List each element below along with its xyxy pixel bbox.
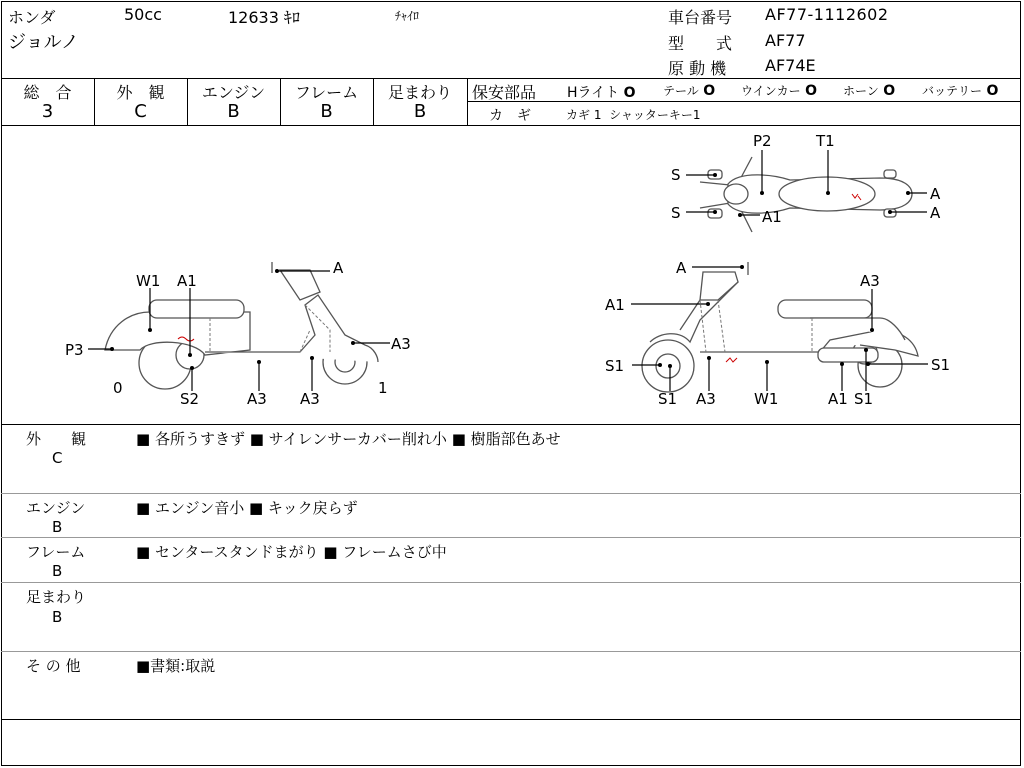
grade-label-overall: 総 合: [23, 83, 72, 102]
remarks-text: ■ センタースタンドまがり ■ フレームさび中: [136, 543, 447, 561]
safety-item-battery: バッテリー O: [922, 83, 999, 99]
top-view-scooter: [700, 157, 912, 232]
model-name: ジョルノ: [8, 32, 79, 53]
label-right-s1-right: S1: [931, 356, 951, 374]
engine-value: AF74E: [765, 56, 816, 75]
grade-label-frame: フレーム: [294, 83, 359, 102]
label-left-p3: P3: [65, 341, 84, 359]
label-left-one: 1: [378, 379, 388, 397]
remarks-grade: B: [52, 562, 63, 580]
label-right-s1-bottom-1: S1: [658, 390, 678, 408]
label-left-zero: 0: [113, 379, 123, 397]
remarks-grade: B: [52, 608, 63, 626]
displacement: 50cc: [124, 5, 162, 24]
grade-label-engine: エンジン: [201, 83, 266, 102]
remarks-category: 足まわり: [26, 588, 87, 606]
label-left-a3-bottom-1: A3: [247, 390, 267, 408]
remarks-category: エンジン: [26, 499, 86, 517]
label-left-a1: A1: [177, 272, 197, 290]
label-top-p2: P2: [753, 132, 772, 150]
label-right-s1-left: S1: [605, 357, 625, 375]
mileage: 12633 ｷﾛ: [228, 8, 300, 27]
safety-item-horn: ホーン O: [843, 83, 896, 99]
label-left-a3-bottom-2: A3: [300, 390, 320, 408]
grade-value-suspension: B: [413, 101, 427, 122]
safety-item-winker: ウインカー O: [741, 83, 817, 99]
color: ﾁｬｲﾛ: [395, 9, 420, 23]
safety-item-headlight: Hライト O: [567, 85, 636, 101]
remarks-category: フレーム: [26, 543, 86, 561]
grade-value-overall: 3: [41, 101, 54, 122]
label-top-a-b: A: [930, 204, 941, 222]
remarks-grade: C: [52, 449, 63, 467]
remarks-category: そ の 他: [26, 657, 81, 675]
label-top-a-a: A: [930, 185, 941, 203]
label-left-a3-right: A3: [391, 335, 411, 353]
damage-diagram: [0, 126, 1024, 424]
engine-label: 原 動 機: [668, 59, 727, 78]
label-right-a1-bottom: A1: [828, 390, 848, 408]
safety-label: 保安部品: [472, 83, 537, 102]
frame-no-label: 車台番号: [668, 8, 733, 27]
grade-value-frame: B: [320, 101, 333, 122]
key-value: カギ 1 シャッターキー1: [566, 108, 701, 122]
label-left-s2: S2: [180, 390, 200, 408]
label-top-t1: T1: [816, 132, 835, 150]
remarks-text: ■ 各所うすきず ■ サイレンサーカバー削れ小 ■ 樹脂部色あせ: [136, 430, 561, 448]
frame-no: AF77-1112602: [765, 5, 889, 24]
grade-value-exterior: C: [134, 101, 147, 122]
grade-value-engine: B: [227, 101, 240, 122]
maker: ホンダ: [8, 8, 56, 27]
type-value: AF77: [765, 31, 806, 50]
label-right-s1-bottom-2: S1: [854, 390, 874, 408]
label-left-w1: W1: [136, 272, 161, 290]
label-top-s-a: S: [671, 166, 681, 184]
remarks-category: 外 観: [26, 430, 87, 448]
label-right-a: A: [676, 259, 687, 277]
label-top-a1: A1: [762, 208, 782, 226]
label-top-s-b: S: [671, 204, 681, 222]
remarks-grade: B: [52, 518, 63, 536]
label-right-a3-top: A3: [860, 272, 880, 290]
label-right-a1: A1: [605, 296, 625, 314]
grade-label-suspension: 足まわり: [387, 83, 452, 102]
remarks-text: ■ エンジン音小 ■ キック戻らず: [136, 499, 358, 517]
label-right-w1: W1: [754, 390, 779, 408]
key-label: カ ギ: [489, 108, 531, 124]
label-right-a3-bottom: A3: [696, 390, 716, 408]
safety-item-tail: テール O: [663, 83, 716, 99]
remarks-text: ■書類:取説: [136, 657, 216, 675]
grade-label-exterior: 外 観: [116, 83, 165, 102]
type-label: 型 式: [668, 34, 733, 53]
label-left-a: A: [333, 259, 344, 277]
